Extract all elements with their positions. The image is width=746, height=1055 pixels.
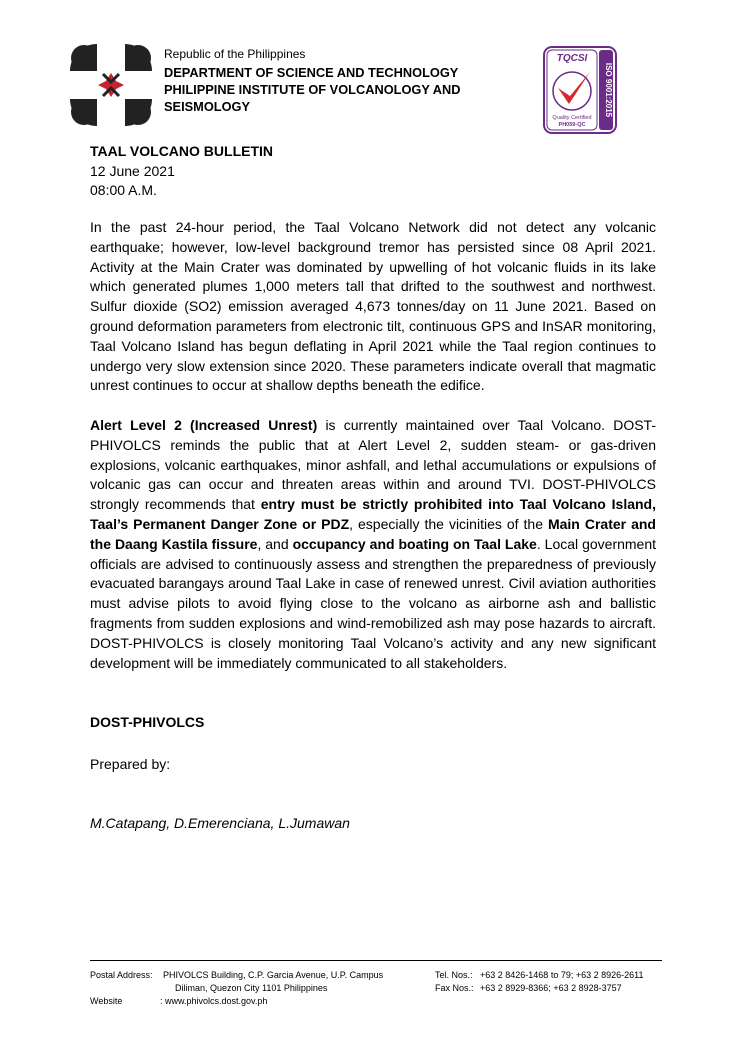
bulletin-paragraph-1: In the past 24-hour period, the Taal Volcano Network did not detect any volcanic earthquake; however, low-level background tremor has persisted since 08 April 2021. Activity at the Main Crater was dominated by upwelling of hot volcanic fluids in its lake which generated plumes 1,000 meters tall that drifted to the southwest and northwest. Sulfur dioxide (SO2) emission averaged 4,673 tonnes/day on 11 June 2021. Based on ground deformation parameters from electronic tilt, continuous GPS and InSAR monitoring, Taal Volcano Island has begun deflating in April 2021 while the Taal region continues to undergo very slow extension since 2020. These parameters indicate overall that magmatic unrest continues to occur at shallow depths beneath the edifice. (90, 219, 656, 394)
footer-fax-label: Fax Nos.: (435, 983, 474, 993)
footer-tel: +63 2 8426-1468 to 79; +63 2 8926-2611 (480, 970, 644, 980)
footer-website-link[interactable]: : www.phivolcs.dost.gov.ph (160, 996, 268, 1006)
prohibition-text: entry must be strictly prohibited into Taal Volcano Island, Taal’s Permanent Danger Zone or PDZ (90, 496, 656, 532)
footer-website-label: Website (90, 996, 123, 1006)
bulletin-title: TAAL VOLCANO BULLETIN (90, 143, 274, 159)
footer-postal-line-1: PHIVOLCS Building, C.P. Garcia Avenue, U.P. Campus (163, 970, 384, 980)
footer-divider (90, 960, 662, 961)
agency-line-1: DEPARTMENT OF SCIENCE AND TECHNOLOGY (164, 65, 459, 80)
alert-level-text: Alert Level 2 (Increased Unrest) (90, 417, 318, 433)
badge-tqcsi-text: TQCSI (556, 53, 588, 64)
bulletin-date: 12 June 2021 (90, 163, 175, 179)
agency-name (164, 64, 544, 115)
footer-postal-line-2: Diliman, Quezon City 1101 Philippines (175, 983, 328, 993)
badge-certified-text: Quality Certified (552, 115, 592, 121)
crater-fissure-text: Main Crater and the Daang Kastila fissure (90, 515, 656, 552)
footer-postal-label: Postal Address: (90, 970, 153, 980)
issuing-org: DOST-PHIVOLCS (90, 714, 205, 730)
footer-fax: +63 2 8929-8366; +63 2 8928-3757 (480, 983, 622, 993)
republic-label: Republic of the Philippines (164, 47, 306, 61)
bulletin-time: 08:00 A.M. (90, 182, 157, 198)
iso-certification-badge (543, 46, 617, 134)
prepared-by-names: M.Catapang, D.Emerenciana, L.Jumawan (90, 815, 350, 831)
badge-iso-text: ISO 9001:2015 (604, 62, 613, 118)
lake-occupancy-text: occupancy and boating on Taal Lake (292, 535, 537, 552)
footer-tel-label: Tel. Nos.: (435, 970, 473, 980)
agency-line-3: SEISMOLOGY (164, 99, 251, 114)
bulletin-paragraph-2: Alert Level 2 (Increased Unrest) is currently maintained over Taal Volcano. DOST-PHIVOLCS reminds the public that at Alert Level 2, sudden steam- or gas-driven explosions, volcanic earthquakes, minor ashfall, and lethal accumulations or expulsions of volcanic gas can occur and threaten areas within and around TVI. DOST-PHIVOLCS strongly recommends that entry must be strictly prohibited into Taal Volcano Island, Taal’s Permanent Danger Zone or PDZ, especially the vicinities of the Main Crater and the Daang Kastila fissure, and occupancy and boating on Taal Lake. Local government officials are advised to continuously assess and strengthen the preparedness of previously evacuated barangays around Taal Lake in case of renewed unrest. Civil aviation authorities must advise pilots to avoid flying close to the volcano as airborne ash and ballistic fragments from sudden explosions and wind-remobilized ash may pose hazards to aircraft. DOST-PHIVOLCS is closely monitoring Taal Volcano’s activity and any new significant development will be immediately communicated to all stakeholders. (90, 417, 657, 671)
prepared-by-label: Prepared by: (90, 756, 171, 772)
agency-line-2: PHILIPPINE INSTITUTE OF VOLCANOLOGY AND (164, 82, 461, 97)
dost-logo (70, 44, 152, 126)
badge-code-text: PH059-QC (558, 122, 586, 128)
